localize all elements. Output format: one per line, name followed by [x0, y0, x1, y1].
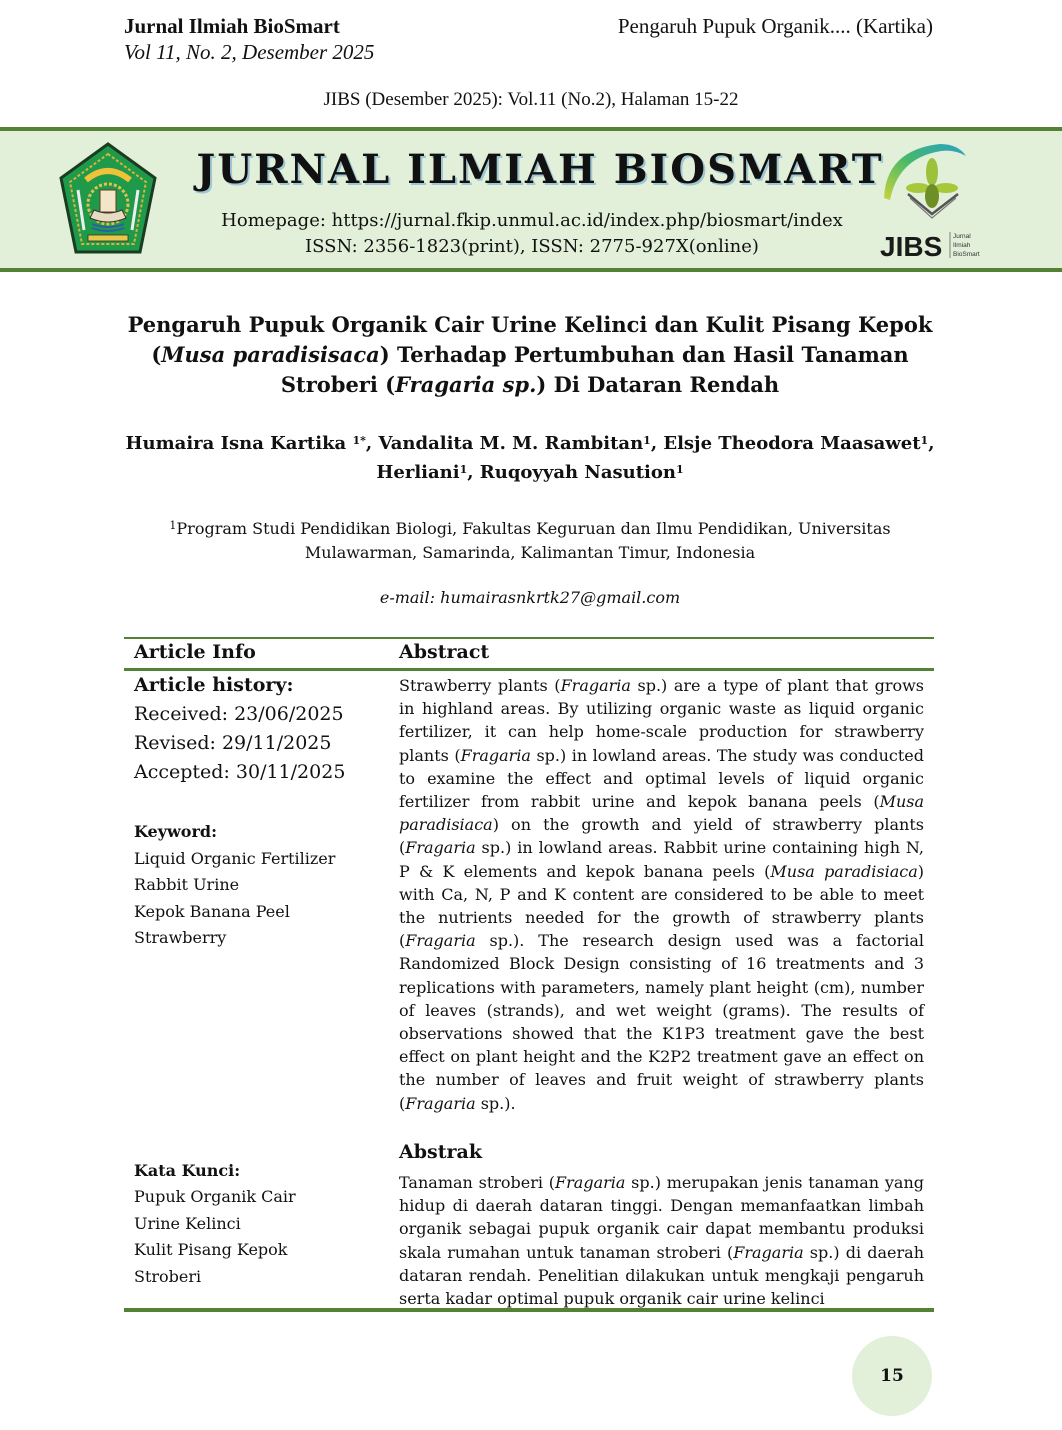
- table-header-rule: [124, 668, 934, 671]
- author: [376, 462, 467, 483]
- italic-run: Musa paradisiaca: [399, 792, 924, 835]
- author-affiliation-marker: 1: [920, 434, 929, 447]
- running-header-short-title: Pengaruh Pupuk Organik.... (Kartika): [617, 14, 933, 38]
- italic-run: Fragaria: [733, 1242, 804, 1262]
- text-run: sp.).: [475, 1093, 516, 1113]
- journal-banner-title: JURNAL ILMIAH BIOSMART: [196, 146, 884, 193]
- text-run: sp.) are a type of plant that grows in highland areas. By utilizing organic waste as liquid organic fertilizer, it can help home-scale production for strawberry plants (: [399, 676, 925, 765]
- svg-text:BioSmart: BioSmart: [953, 251, 980, 258]
- author: [480, 462, 684, 483]
- text-run: sp.) in lowland areas. The study was conducted to examine the effect and optimal levels of liquid organic fertilizer from rabbit urine and kepok banana peels (: [399, 745, 924, 812]
- author-name: Vandalita M. M. Rambitan: [378, 433, 644, 454]
- text-run: Pengaruh Pupuk Organik Cair Urine Kelinci dan Kulit Pisang Kepok: [127, 312, 933, 337]
- text-run: ) Terhadap Pertumbuhan dan Hasil Tanaman Stroberi (: [280, 342, 909, 397]
- keyword-item: Liquid Organic Fertilizer: [134, 849, 336, 868]
- journal-homepage: Homepage: https://jurnal.fkip.unmul.ac.id/index.php/biosmart/index: [221, 210, 843, 231]
- abstrak-body: [399, 1171, 924, 1309]
- kata-kunci-title: Kata Kunci:: [134, 1161, 241, 1180]
- keyword-title: Keyword:: [134, 822, 217, 841]
- affiliation-text: Program Studi Pendidikan Biologi, Fakultas Keguruan dan Ilmu Pendidikan, Universitas Mulawarman, Samarinda, Kalimantan Timur, Indonesia: [176, 519, 891, 562]
- italic-run: Fragaria: [405, 931, 476, 951]
- text-run: sp.) in lowland areas. Rabbit urine containing high N, P & K elements and kepok banana peels (: [399, 838, 924, 881]
- history-received: Received: 23/06/2025: [134, 703, 344, 725]
- page-number: 15: [880, 1366, 904, 1386]
- text-run: sp.). The research design used was a factorial Randomized Block Design consisting of 16 treatments and 3 replications with parameters, namely plant height (cm), number of leaves (strands), and wet weight (grams). The results of observations showed that the K1P3 treatment gave the best effect on plant height and the K2P2 treatment gave an effect on the number of leaves and fruit weight of strawberry plants (: [399, 931, 924, 1113]
- italic-run: Musa paradisiaca: [770, 861, 918, 881]
- citation-line: JIBS (Desember 2025): Vol.11 (No.2), Halaman 15-22: [323, 89, 739, 110]
- kata-kunci-item: Stroberi: [134, 1267, 202, 1286]
- svg-text:Jurnal: Jurnal: [953, 233, 971, 240]
- italic-run: Fragaria: [460, 745, 531, 765]
- svg-text:Ilmiah: Ilmiah: [953, 242, 971, 249]
- keyword-item: Strawberry: [134, 928, 227, 947]
- running-header-journal: Jurnal Ilmiah BioSmart: [124, 14, 340, 38]
- author-affiliation-marker: 1: [459, 463, 468, 476]
- jibs-logo-icon: [872, 138, 997, 263]
- table-top-rule: [124, 637, 934, 639]
- italic-run: Musa paradisisaca: [161, 342, 380, 367]
- history-revised: Revised: 29/11/2025: [134, 732, 332, 754]
- running-header-volume: Vol 11, No. 2, Desember 2025: [124, 40, 375, 64]
- text-run: (: [151, 342, 162, 367]
- author-name: Elsje Theodora Maasawet: [663, 433, 921, 454]
- text-run: sp.) merupakan jenis tanaman yang hidup di daerah dataran tinggi. Dengan memanfaatkan limbah organik sebagai pupuk organik cair dapat membantu produksi skala rumahan untuk tanaman stroberi (: [399, 1173, 924, 1262]
- italic-run: Fragaria: [555, 1173, 626, 1192]
- author: [378, 433, 650, 454]
- page-number-badge: [852, 1336, 932, 1416]
- history-accepted: Accepted: 30/11/2025: [134, 761, 346, 783]
- author-name: Ruqoyyah Nasution: [479, 462, 676, 483]
- abstract-body: [399, 674, 924, 1115]
- kata-kunci-item: Kulit Pisang Kepok: [134, 1240, 288, 1259]
- italic-run: Fragaria sp.: [395, 372, 537, 397]
- text-run: sp.) di daerah dataran rendah. Penelitian dilakukan untuk mengkaji pengaruh serta kadar optimal pupuk organik cair urine kelinci: [399, 1242, 924, 1309]
- author-affiliation-marker: 1: [643, 434, 651, 447]
- keyword-item: Rabbit Urine: [134, 875, 240, 894]
- keyword-item: Kepok Banana Peel: [134, 902, 290, 921]
- author: [126, 433, 366, 454]
- journal-issn: ISSN: 2356-1823(print), ISSN: 2775-927X(online): [305, 236, 759, 257]
- abstrak-header: Abstrak: [399, 1141, 482, 1163]
- table-bottom-rule: [124, 1308, 934, 1312]
- author: [663, 433, 928, 454]
- author-list: Humaira Isna Kartika $^{1*}$, Vandalita M. M. Rambitan$^1$, Elsje Theodora Maasawet$^1$, Herliani$^1$, Ruqoyyah Nasution$^1$: [125, 433, 935, 483]
- corresponding-email[interactable]: e-mail: humairasnkrtk27@gmail.com: [379, 588, 681, 607]
- italic-run: Fragaria: [405, 1093, 476, 1113]
- article-history-title: Article history:: [134, 674, 294, 696]
- author-name: Herliani: [376, 462, 460, 483]
- italic-run: Fragaria: [405, 838, 476, 858]
- author-name: Humaira Isna Kartika: [125, 433, 353, 454]
- text-run: ) with Ca, N, P and K content are considered to be able to meet the nutrients needed for the growth of strawberry plants (: [399, 861, 925, 951]
- text-run: Tanaman stroberi (: [399, 1173, 556, 1192]
- affiliation: [120, 517, 940, 565]
- jibs-logo-mark: JIBS: [880, 231, 943, 262]
- abstract-header: Abstract: [399, 641, 490, 663]
- article-info-header: Article Info: [134, 641, 256, 663]
- text-run: ) Di Dataran Rendah: [536, 372, 780, 397]
- affiliation-marker: 1: [169, 519, 177, 532]
- kata-kunci-item: Urine Kelinci: [134, 1214, 241, 1233]
- text-run: ) on the growth and yield of strawberry plants (: [399, 815, 924, 858]
- italic-run: Fragaria: [560, 676, 631, 695]
- article-title: [120, 310, 940, 400]
- author-affiliation-marker: 1*: [352, 434, 366, 447]
- kata-kunci-item: Pupuk Organik Cair: [134, 1187, 296, 1206]
- text-run: Strawberry plants (: [399, 676, 561, 695]
- author-affiliation-marker: 1: [675, 463, 684, 476]
